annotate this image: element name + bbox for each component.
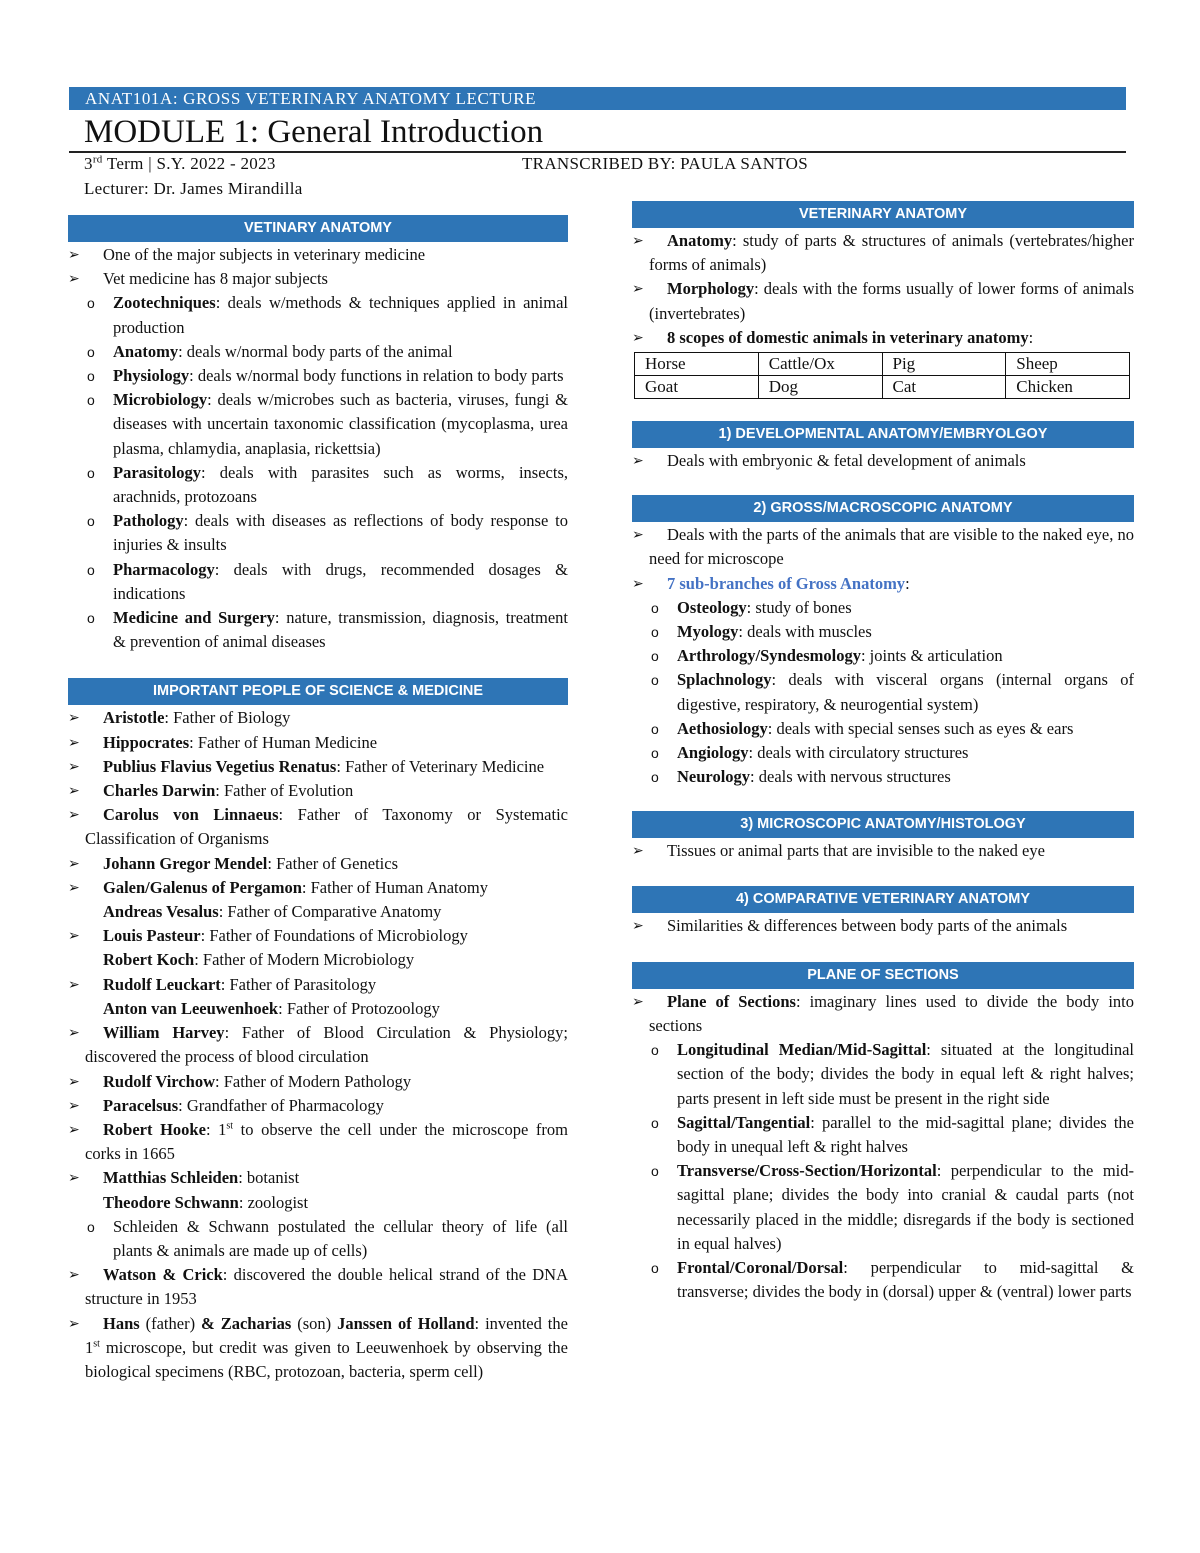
person-item: ➢ Galen/Galenus of Pergamon: Father of Human Anatomy <box>68 876 568 900</box>
list-item: ➢ 7 sub-branches of Gross Anatomy: <box>632 572 1134 596</box>
person-item: Theodore Schwann: zoologist <box>103 1192 309 1212</box>
veterinary-anatomy-list <box>632 229 1134 350</box>
list-item: ➢ Deals with embryonic & fetal development of animals <box>632 449 1134 473</box>
person-item: Andreas Vesalus: Father of Comparative Anatomy <box>103 902 442 922</box>
person-item: Anton van Leeuwenhoek: Father of Protozoology <box>103 998 440 1018</box>
course-title-bar: ANAT101A: GROSS VETERINARY ANATOMY LECTURE <box>69 87 1126 110</box>
vetinary-anatomy-list <box>68 243 568 654</box>
person-item: ➢ Louis Pasteur: Father of Foundations of Microbiology <box>68 924 568 948</box>
right-column <box>632 201 1134 1305</box>
term-info: 3rd Term | S.Y. 2022 - 2023 <box>84 153 276 173</box>
table-cell: Goat <box>635 376 759 399</box>
table-cell: Horse <box>635 353 759 376</box>
branch-item: o Myology: deals with muscles <box>632 620 1134 644</box>
important-people-list <box>68 706 568 1384</box>
branch-item: o Angiology: deals with circulatory structures <box>632 741 1134 765</box>
section-header-plane-of-sections: PLANE OF SECTIONS <box>632 962 1134 989</box>
plane-item: o Longitudinal Median/Mid-Sagittal: situated at the longitudinal section of the body; divides the body in equal left & right halves; parts present in left side must be present in the right side <box>632 1038 1134 1111</box>
list-item: ➢ Tissues or animal parts that are invisible to the naked eye <box>632 839 1134 863</box>
section-header-developmental-anatomy: 1) DEVELOPMENTAL ANATOMY/EMBRYOLGOY <box>632 421 1134 448</box>
person-item: ➢ Aristotle: Father of Biology <box>68 706 568 730</box>
subject-item: o Medicine and Surgery: nature, transmission, diagnosis, treatment & prevention of animal diseases <box>68 606 568 654</box>
person-item: ➢ Charles Darwin: Father of Evolution <box>68 779 568 803</box>
section-header-important-people: IMPORTANT PEOPLE OF SCIENCE & MEDICINE <box>68 678 568 705</box>
person-item: ➢ Hans (father) & Zacharias (son) Janssen of Holland: invented the 1st microscope, but credit was given to Leeuwenhoek by observing the biological specimens (RBC, protozoan, bacteria, sperm cell) <box>68 1312 568 1385</box>
section-header-gross-anatomy: 2) GROSS/MACROSCOPIC ANATOMY <box>632 495 1134 522</box>
person-item: ➢ William Harvey: Father of Blood Circulation & Physiology; discovered the process of blood circulation <box>68 1021 568 1069</box>
list-item: ➢ Similarities & differences between body parts of the animals <box>632 914 1134 938</box>
person-item: ➢ Watson & Crick: discovered the double helical strand of the DNA structure in 1953 <box>68 1263 568 1311</box>
left-column <box>68 215 568 1384</box>
table-cell: Dog <box>758 376 882 399</box>
person-item: ➢ Robert Hooke: 1st to observe the cell under the microscope from corks in 1665 <box>68 1118 568 1166</box>
subject-item: o Pathology: deals with diseases as reflections of body response to injuries & insults <box>68 509 568 557</box>
person-subitem: o Schleiden & Schwann postulated the cellular theory of life (all plants & animals are made up of cells) <box>68 1215 568 1263</box>
section-header-veterinary-anatomy: VETERINARY ANATOMY <box>632 201 1134 228</box>
subject-item: o Pharmacology: deals with drugs, recommended dosages & indications <box>68 558 568 606</box>
branch-item: o Aethosiology: deals with special senses such as eyes & ears <box>632 717 1134 741</box>
branch-item: o Neurology: deals with nervous structures <box>632 765 1134 789</box>
person-item: ➢ Matthias Schleiden: botanist <box>68 1166 568 1190</box>
plane-of-sections-list <box>632 990 1134 1305</box>
person-item: ➢ Publius Flavius Vegetius Renatus: Father of Veterinary Medicine <box>68 755 568 779</box>
subject-item: o Physiology: deals w/normal body functions in relation to body parts <box>68 364 568 388</box>
table-row <box>635 376 1130 399</box>
list-item: ➢ Anatomy: study of parts & structures of animals (vertebrates/higher forms of animals) <box>632 229 1134 277</box>
plane-item: o Sagittal/Tangential: parallel to the mid-sagittal plane; divides the body in unequal left & right halves <box>632 1111 1134 1159</box>
list-item: ➢ Morphology: deals with the forms usually of lower forms of animals (invertebrates) <box>632 277 1134 325</box>
section-header-microscopic-anatomy: 3) MICROSCOPIC ANATOMY/HISTOLOGY <box>632 811 1134 838</box>
subject-item: o Microbiology: deals w/microbes such as bacteria, viruses, fungi & diseases with uncertain taxonomic classification (mycoplasma, urea plasma, chlamydia, anaplasia, rickettsia) <box>68 388 568 461</box>
microscopic-list <box>632 839 1134 863</box>
comparative-list <box>632 914 1134 938</box>
developmental-list <box>632 449 1134 473</box>
transcriber: TRANSCRIBED BY: PAULA SANTOS <box>522 154 808 173</box>
module-title: MODULE 1: General Introduction <box>84 114 544 150</box>
table-cell: Sheep <box>1006 353 1130 376</box>
table-cell: Cattle/Ox <box>758 353 882 376</box>
person-item: ➢ Carolus von Linnaeus: Father of Taxonomy or Systematic Classification of Organisms <box>68 803 568 851</box>
person-item: ➢ Rudolf Virchow: Father of Modern Pathology <box>68 1070 568 1094</box>
branch-item: o Arthrology/Syndesmology: joints & articulation <box>632 644 1134 668</box>
person-item: ➢ Rudolf Leuckart: Father of Parasitology <box>68 973 568 997</box>
gross-anatomy-list <box>632 523 1134 789</box>
person-item: ➢ Johann Gregor Mendel: Father of Genetics <box>68 852 568 876</box>
list-item: ➢ Deals with the parts of the animals that are visible to the naked eye, no need for microscope <box>632 523 1134 571</box>
list-item: ➢ Vet medicine has 8 major subjects <box>68 267 568 291</box>
table-row <box>635 353 1130 376</box>
subject-item: o Parasitology: deals with parasites such as worms, insects, arachnids, protozoans <box>68 461 568 509</box>
list-item: ➢ One of the major subjects in veterinary medicine <box>68 243 568 267</box>
section-header-comparative-anatomy: 4) COMPARATIVE VETERINARY ANATOMY <box>632 886 1134 913</box>
list-item: ➢ 8 scopes of domestic animals in veterinary anatomy: <box>632 326 1134 350</box>
branch-item: o Osteology: study of bones <box>632 596 1134 620</box>
table-cell: Chicken <box>1006 376 1130 399</box>
domestic-animals-table <box>634 352 1130 399</box>
person-item: ➢ Paracelsus: Grandfather of Pharmacology <box>68 1094 568 1118</box>
section-header-vetinary-anatomy: VETINARY ANATOMY <box>68 215 568 242</box>
person-item: Robert Koch: Father of Modern Microbiology <box>103 950 415 970</box>
branch-item: o Splachnology: deals with visceral organs (internal organs of digestive, respiratory, & neurogential system) <box>632 668 1134 716</box>
list-item: ➢ Plane of Sections: imaginary lines used to divide the body into sections <box>632 990 1134 1038</box>
plane-item: o Transverse/Cross-Section/Horizontal: perpendicular to the mid-sagittal plane; divides the body into cranial & caudal parts (not necessarily placed in the middle; disregards if the body is sectioned in equal halves) <box>632 1159 1134 1256</box>
subject-item: o Zootechniques: deals w/methods & techniques applied in animal production <box>68 291 568 339</box>
lecturer: Lecturer: Dr. James Mirandilla <box>84 179 303 198</box>
plane-item: o Frontal/Coronal/Dorsal: perpendicular to mid-sagittal & transverse; divides the body in (dorsal) upper & (ventral) lower parts <box>632 1256 1134 1304</box>
person-item: ➢ Hippocrates: Father of Human Medicine <box>68 731 568 755</box>
subject-item: o Anatomy: deals w/normal body parts of the animal <box>68 340 568 364</box>
table-cell: Cat <box>882 376 1006 399</box>
table-cell: Pig <box>882 353 1006 376</box>
